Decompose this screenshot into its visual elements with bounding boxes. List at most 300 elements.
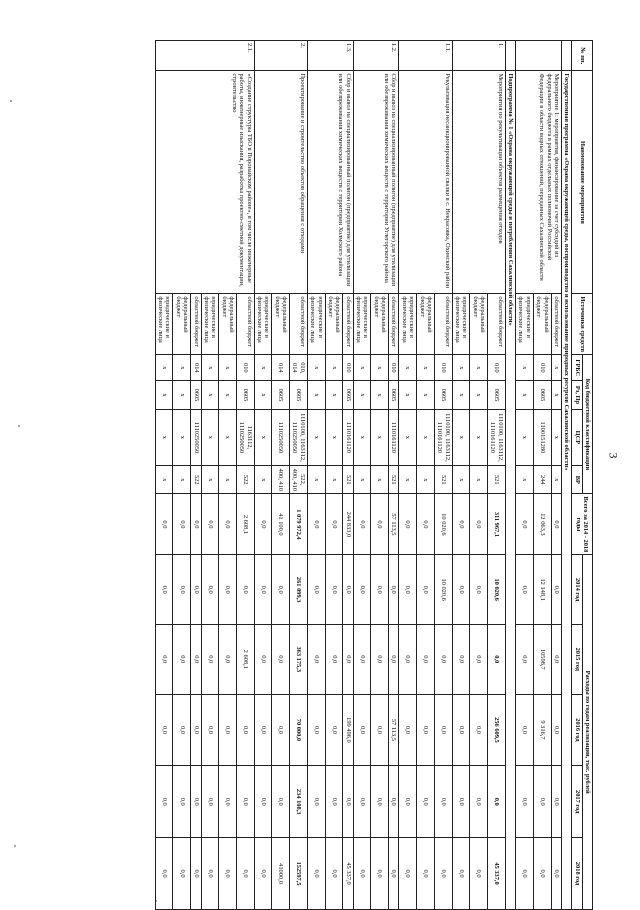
cell-rzpr: x (254, 381, 272, 409)
header-source: Источники средств (572, 294, 593, 355)
cell-grbs: x (452, 355, 470, 381)
cell-vr: 522 (191, 466, 201, 494)
funding-source: юридические и физические лица (155, 294, 173, 355)
cell-y18: 0,0 (452, 838, 470, 910)
cell-total: 0,0 (417, 494, 435, 555)
header-year-2017: 2017 год (572, 766, 582, 838)
header-total: Всего за 2014 - 2018 годы (572, 494, 593, 555)
cell-y16: 0,0 (236, 694, 254, 766)
cell-y14: 0,0 (343, 555, 353, 625)
funding-source: федеральный бюджет (325, 294, 343, 355)
cell-grbs: x (307, 355, 325, 381)
cell-y16: 0,0 (353, 694, 371, 766)
section-title: Подпрограмма № 1 «Охрана окружающей среды и потребления Сахалинской области» (505, 71, 515, 910)
cell-y14: 0,0 (219, 555, 237, 625)
cell-csr: x (219, 409, 237, 466)
cell-rzpr: 0605 (272, 381, 290, 409)
header-num: № пп. (572, 41, 593, 71)
cell-y18: 45 337,0 (343, 838, 353, 910)
cell-y14: 0,0 (325, 555, 343, 625)
header-row-top (582, 41, 592, 910)
cell-csr: x (201, 409, 219, 466)
cell-y14: 261 099,3 (290, 555, 308, 625)
cell-grbs: x (516, 355, 534, 381)
cell-csr: x (399, 409, 417, 466)
header-year-2016: 2016 год (572, 694, 582, 766)
cell-y14: 12 148,1 (533, 555, 551, 625)
item-number: 2.1. (155, 41, 254, 71)
cell-y16: 0,0 (272, 694, 290, 766)
budget-table-sheet (48, 40, 593, 910)
cell-y15: 0,0 (201, 624, 219, 694)
cell-csr: 1163112, 1110250050 (236, 409, 254, 466)
cell-csr: x (551, 409, 561, 466)
table-body (155, 41, 572, 910)
item-name: Сбор и вывоз на специализированный полигон (предприятие) для утилизации или обезвреживания химических веществ с территории Углегорского района (353, 71, 399, 294)
cell-grbs: x (155, 355, 173, 381)
cell-total: 0,0 (325, 494, 343, 555)
cell-y15: 10598,7 (533, 624, 551, 694)
cell-total: 0,0 (353, 494, 371, 555)
cell-grbs: 010 (434, 355, 452, 381)
cell-rzpr: x (399, 381, 417, 409)
cell-csr: 1110250050 (191, 409, 201, 466)
cell-y14: 0,0 (201, 555, 219, 625)
cell-y16: 0,0 (201, 694, 219, 766)
cell-vr: x (551, 466, 561, 494)
cell-y17: 0,0 (551, 766, 561, 838)
header-rzpr: Рз, Пр (572, 381, 582, 409)
cell-total: 311 967,1 (488, 494, 506, 555)
funding-source: областной бюджет (434, 294, 452, 355)
cell-vr: x (155, 466, 173, 494)
cell-grbs: 010, 014 (290, 355, 308, 381)
cell-total: 10 020,6 (434, 494, 452, 555)
cell-y14: 0,0 (516, 555, 534, 625)
cell-y15: 0,0 (551, 624, 561, 694)
budget-table (155, 40, 593, 910)
cell-y14: 0,0 (307, 555, 325, 625)
item-name: Мероприятия по рекультивации объектов размещения отходов (452, 71, 505, 294)
cell-y16: 0,0 (191, 694, 201, 766)
funding-source: федеральный бюджет (219, 294, 237, 355)
cell-grbs: 010 (533, 355, 551, 381)
cell-y15: 0,0 (191, 624, 201, 694)
cell-y15: 0,0 (488, 624, 506, 694)
cell-y18: 0,0 (533, 838, 551, 910)
cell-y16: 199 496,0 (343, 694, 353, 766)
cell-total: 0,0 (399, 494, 417, 555)
cell-y17: 0,0 (371, 766, 389, 838)
cell-csr: x (353, 409, 371, 466)
cell-y16: 70 000,0 (290, 694, 308, 766)
cell-y18: 45 337,0 (488, 838, 506, 910)
cell-rzpr: 0605 (533, 381, 551, 409)
funding-source: областной бюджет (551, 294, 561, 355)
cell-y16: 0,0 (434, 694, 452, 766)
cell-y17: 0,0 (201, 766, 219, 838)
cell-y15: 0,0 (155, 624, 173, 694)
cell-y15: 0,0 (452, 624, 470, 694)
cell-total: 0,0 (452, 494, 470, 555)
cell-y15: 0,0 (417, 624, 435, 694)
cell-rzpr: x (307, 381, 325, 409)
cell-y17: 0,0 (219, 766, 237, 838)
cell-vr: x (219, 466, 237, 494)
cell-y17: 0,0 (155, 766, 173, 838)
cell-rzpr: 0605 (488, 381, 506, 409)
cell-total: 12 063,3 (533, 494, 551, 555)
cell-total: 0,0 (219, 494, 237, 555)
cell-vr: 521 (343, 466, 353, 494)
cell-y18: 0,0 (389, 838, 399, 910)
cell-y18: 0,0 (551, 838, 561, 910)
funding-source: областной бюджет (191, 294, 201, 355)
cell-csr: 1110100, 1163112, 1110250050 (290, 409, 308, 466)
item-name: Сбор и вывоз на специализированный полигон (предприятие) для утилизации или обезвреживания химических веществ с территории Холмского района (307, 71, 353, 294)
funding-source: федеральный бюджет (533, 294, 551, 355)
cell-y17: 0,0 (343, 766, 353, 838)
funding-source: областной бюджет (389, 294, 399, 355)
cell-y18: 0,0 (371, 838, 389, 910)
cell-y15: 0,0 (254, 624, 272, 694)
header-name: Наименование мероприятия (572, 71, 593, 294)
section-row (505, 41, 515, 910)
scan-speck (10, 100, 12, 102)
cell-vr: 521 (434, 466, 452, 494)
cell-y17: 234 108,3 (290, 766, 308, 838)
cell-y17: 0,0 (325, 766, 343, 838)
cell-y17: 0,0 (389, 766, 399, 838)
cell-vr: x (254, 466, 272, 494)
item-name: Проектирование и строительство объектов обращения с отходами (254, 71, 307, 294)
cell-total: 0,0 (551, 494, 561, 555)
cell-total: 1 079 972,4 (290, 494, 308, 555)
cell-grbs: x (551, 355, 561, 381)
cell-y14: 0,0 (470, 555, 488, 625)
cell-csr: x (417, 409, 435, 466)
cell-y15: 0,0 (353, 624, 371, 694)
funding-source: юридические и физические лица (307, 294, 325, 355)
cell-y14: 0,0 (399, 555, 417, 625)
cell-total: 0,0 (307, 494, 325, 555)
funding-source: федеральный бюджет (417, 294, 435, 355)
cell-y18: 0,0 (516, 838, 534, 910)
cell-rzpr: x (155, 381, 173, 409)
header-expenses: Расходы по годам реализации, тыс. рублей (582, 555, 592, 910)
cell-y15: 0,0 (219, 624, 237, 694)
funding-source: федеральный бюджет (371, 294, 389, 355)
page-number: 3 (606, 452, 621, 459)
cell-y17: 0,0 (516, 766, 534, 838)
cell-y16: 0,0 (254, 694, 272, 766)
cell-y14: 0,0 (353, 555, 371, 625)
cell-y15: 0,0 (325, 624, 343, 694)
cell-y16: 0,0 (551, 694, 561, 766)
cell-y14: 0,0 (191, 555, 201, 625)
cell-y15: 0,0 (470, 624, 488, 694)
cell-csr: 1100151280 (533, 409, 551, 466)
cell-y17: 0,0 (191, 766, 201, 838)
cell-y17: 0,0 (434, 766, 452, 838)
cell-y15: 0,0 (371, 624, 389, 694)
funding-source: юридические и физические лица (353, 294, 371, 355)
cell-vr: 521 (389, 466, 399, 494)
cell-rzpr: x (325, 381, 343, 409)
cell-y18: 0,0 (191, 838, 201, 910)
cell-grbs: x (201, 355, 219, 381)
cell-rzpr: x (470, 381, 488, 409)
cell-y18: 0,0 (155, 838, 173, 910)
funding-source: юридические и физические лица (516, 294, 534, 355)
cell-rzpr: 0605 (389, 381, 399, 409)
cell-y15: 0,0 (434, 624, 452, 694)
table-row (488, 41, 506, 910)
header-year-2014: 2014 год (572, 555, 582, 625)
funding-source: областной бюджет (488, 294, 506, 355)
cell-total: 57 113,5 (389, 494, 399, 555)
cell-y16: 0,0 (452, 694, 470, 766)
cell-y14: 0,0 (254, 555, 272, 625)
cell-total: 0,0 (201, 494, 219, 555)
cell-rzpr: x (353, 381, 371, 409)
cell-total: 2 608,1 (236, 494, 254, 555)
cell-y16: 0,0 (417, 694, 435, 766)
cell-y17: 0,0 (353, 766, 371, 838)
cell-y16: 9 316,7 (533, 694, 551, 766)
cell-y14: 0,0 (272, 555, 290, 625)
cell-rzpr: 0605 (191, 381, 201, 409)
cell-grbs: 010 (343, 355, 353, 381)
cell-y18: 0,0 (325, 838, 343, 910)
table-row (434, 41, 452, 910)
section-row (561, 41, 571, 910)
cell-vr: 522, 400, 410 (290, 466, 308, 494)
cell-y15: 2 608,1 (236, 624, 254, 694)
cell-y14: 0,0 (389, 555, 399, 625)
cell-y16: 0,0 (219, 694, 237, 766)
cell-total: 0,0 (371, 494, 389, 555)
item-number: 1.1. (399, 41, 452, 71)
cell-rzpr: x (201, 381, 219, 409)
cell-y16: 0,0 (371, 694, 389, 766)
item-number: 1.3. (307, 41, 353, 71)
cell-grbs: x (353, 355, 371, 381)
cell-grbs: x (470, 355, 488, 381)
item-name: Мероприятие 1: мероприятия, финансирование за счет субсидий из федерального бюджета в рамках отдельных полномочий Российской Федерации в области водных отношений, переданных Сахалинской области (516, 71, 562, 294)
scan-speck (18, 425, 20, 427)
cell-total: 0,0 (155, 494, 173, 555)
cell-total: 0,0 (470, 494, 488, 555)
table-row (389, 41, 399, 910)
cell-y15: 0,0 (343, 624, 353, 694)
funding-source: областной бюджет (343, 294, 353, 355)
cell-rzpr: x (417, 381, 435, 409)
cell-y16: 57 113,5 (389, 694, 399, 766)
cell-y17: 0,0 (488, 766, 506, 838)
item-number: 2. (254, 41, 307, 71)
header-year-2018: 2018 год (572, 838, 582, 910)
header-grbs: ГРБС (572, 355, 582, 381)
cell-y17: 0,0 (533, 766, 551, 838)
cell-y17: 0,0 (452, 766, 470, 838)
cell-csr: x (325, 409, 343, 466)
cell-y18: 0,0 (353, 838, 371, 910)
cell-vr: x (399, 466, 417, 494)
header-kbk: Код бюджетной классификации (582, 355, 592, 494)
cell-y18: 0,0 (201, 838, 219, 910)
cell-grbs: x (219, 355, 237, 381)
cell-y18: 0,0 (236, 838, 254, 910)
cell-y17: 0,0 (470, 766, 488, 838)
funding-source: юридические и физические лица (452, 294, 470, 355)
cell-y18: 0,0 (434, 838, 452, 910)
cell-total: 0,0 (191, 494, 201, 555)
cell-y14: 10 020,6 (434, 555, 452, 625)
cell-y17: 0,0 (307, 766, 325, 838)
cell-csr: x (516, 409, 534, 466)
cell-grbs: x (173, 355, 191, 381)
cell-csr: 1110161120 (389, 409, 399, 466)
cell-vr: x (516, 466, 534, 494)
funding-source: областной бюджет (236, 294, 254, 355)
cell-y18: 0,0 (307, 838, 325, 910)
cell-y16: 0,0 (470, 694, 488, 766)
cell-vr: x (470, 466, 488, 494)
cell-csr: x (173, 409, 191, 466)
cell-y16: 0,0 (325, 694, 343, 766)
cell-y17: 0,0 (417, 766, 435, 838)
cell-y18: 0,0 (254, 838, 272, 910)
cell-y15: 0,0 (307, 624, 325, 694)
cell-csr: 1110100, 1163112, 1110161120 (434, 409, 452, 466)
cell-y14: 0,0 (173, 555, 191, 625)
item-name: Рекультивация несанкционированной свалки в с. Некрасовка, Охинский район (399, 71, 452, 294)
cell-y15: 0,0 (399, 624, 417, 694)
cell-y16: 0,0 (173, 694, 191, 766)
cell-rzpr: 0605 (236, 381, 254, 409)
table-row (551, 41, 561, 910)
cell-y15: 0,0 (173, 624, 191, 694)
section-num (505, 41, 515, 71)
cell-vr: 244 (533, 466, 551, 494)
table-row (343, 41, 353, 910)
cell-grbs: x (254, 355, 272, 381)
header-vr: ВР (572, 466, 582, 494)
cell-vr: x (173, 466, 191, 494)
section-num (561, 41, 571, 71)
cell-rzpr: x (516, 381, 534, 409)
cell-csr: x (470, 409, 488, 466)
cell-grbs: x (371, 355, 389, 381)
header-csr: ЦСР (572, 409, 582, 466)
cell-grbs: x (325, 355, 343, 381)
cell-rzpr: x (371, 381, 389, 409)
cell-csr: 1110250050 (272, 409, 290, 466)
cell-y16: 256 609,5 (488, 694, 506, 766)
table-row (236, 41, 254, 910)
cell-vr: x (325, 466, 343, 494)
cell-y14: 0,0 (417, 555, 435, 625)
cell-vr: x (417, 466, 435, 494)
header-year-2015: 2015 год (572, 624, 582, 694)
cell-grbs: 010 (488, 355, 506, 381)
cell-y14: 10 020,6 (488, 555, 506, 625)
cell-csr: 1110100, 1163112, 1110161120 (488, 409, 506, 466)
section-title: Государственная программа «Охрана окружающей среды, воспроизводство и использование природных ресурсов Сахалинской области» (561, 71, 571, 910)
cell-y14: 0,0 (236, 555, 254, 625)
cell-csr: x (371, 409, 389, 466)
cell-y16: 0,0 (307, 694, 325, 766)
funding-source: юридические и физические лица (201, 294, 219, 355)
cell-grbs: 010 (389, 355, 399, 381)
scan-speck (14, 845, 16, 847)
cell-rzpr: 0605 (434, 381, 452, 409)
cell-grbs: 014 (191, 355, 201, 381)
cell-y16: 0,0 (399, 694, 417, 766)
cell-rzpr: x (219, 381, 237, 409)
cell-y17: 0,0 (236, 766, 254, 838)
funding-source: юридические и физические лица (254, 294, 272, 355)
cell-csr: x (307, 409, 325, 466)
cell-grbs: 014 (272, 355, 290, 381)
cell-y16: 0,0 (155, 694, 173, 766)
cell-csr: x (452, 409, 470, 466)
cell-y17: 0,0 (272, 766, 290, 838)
cell-y15: 0,0 (389, 624, 399, 694)
cell-total: 0,0 (254, 494, 272, 555)
cell-total: 0,0 (516, 494, 534, 555)
cell-y18: 0,0 (219, 838, 237, 910)
cell-y18: 41000,0 (272, 838, 290, 910)
cell-y14: 0,0 (551, 555, 561, 625)
cell-y16: 0,0 (516, 694, 534, 766)
cell-vr: x (452, 466, 470, 494)
cell-y17: 0,0 (254, 766, 272, 838)
cell-vr: 522 (236, 466, 254, 494)
cell-grbs: 010 (236, 355, 254, 381)
cell-vr: x (201, 466, 219, 494)
cell-y18: 152597,5 (290, 838, 308, 910)
cell-y18: 0,0 (470, 838, 488, 910)
cell-rzpr: 0605 (290, 381, 308, 409)
cell-y18: 0,0 (399, 838, 417, 910)
cell-total: 244 833,0 (343, 494, 353, 555)
cell-y17: 0,0 (173, 766, 191, 838)
cell-total: 0,0 (173, 494, 191, 555)
cell-y18: 0,0 (173, 838, 191, 910)
funding-source: федеральный бюджет (470, 294, 488, 355)
cell-vr: 400, 410 (272, 466, 290, 494)
item-number: 1. (452, 41, 505, 71)
cell-vr: x (307, 466, 325, 494)
cell-y18: 0,0 (417, 838, 435, 910)
cell-rzpr: x (173, 381, 191, 409)
cell-total: 41 100,0 (272, 494, 290, 555)
cell-rzpr: x (551, 381, 561, 409)
cell-y15: 363 175,3 (290, 624, 308, 694)
item-number (516, 41, 562, 71)
item-number: 1.2. (353, 41, 399, 71)
funding-source: областной бюджет (290, 294, 308, 355)
cell-csr: x (254, 409, 272, 466)
cell-vr: x (371, 466, 389, 494)
item-name: «Создание структуры ТБО в Поронайском районе», в том числе инженерные работы, инженерные изыскания, разработка проектно-сметной документации, строительство (155, 71, 254, 294)
cell-y17: 0,0 (399, 766, 417, 838)
funding-source: федеральный бюджет (272, 294, 290, 355)
cell-vr: 521 (488, 466, 506, 494)
cell-grbs: x (399, 355, 417, 381)
